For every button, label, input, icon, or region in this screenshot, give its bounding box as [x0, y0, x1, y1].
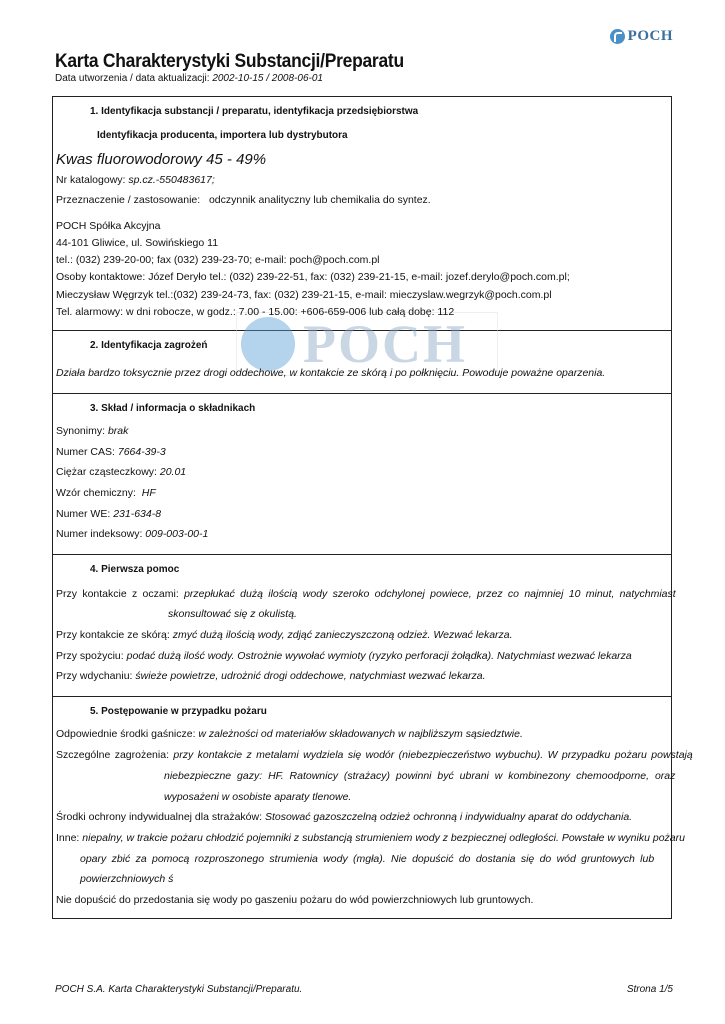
ingestion-value: podać dużą ilość wody. Ostrożnie wywołać wymioty (ryzyko perforacji żołądka). Natychmiast wezwać lekarza: [126, 650, 632, 662]
catalog-label: Nr katalogowy:: [56, 174, 126, 186]
skin-value: zmyć dużą ilością wody, zdjąć zanieczyszczoną odzież. Wezwać lekarza.: [172, 629, 513, 641]
footer-page-number: Strona 1/5: [626, 984, 673, 995]
section-divider: [52, 393, 672, 394]
row-value: brak: [107, 425, 129, 437]
hazard-statement: Działa bardzo toksycznie przez drogi oddechowe, w kontakcie ze skórą i po połknięciu. Powoduje poważne oparzenia.: [56, 367, 606, 379]
company-line: POCH Spółka Akcyjna: [56, 220, 161, 232]
inhalation-label: Przy wdychaniu:: [56, 670, 133, 682]
inhalation-value: świeże powietrze, udrożnić drogi oddechowe, natychmiast wezwać lekarza.: [135, 670, 486, 682]
composition-row: [56, 486, 156, 500]
hazards-value: przy kontakcie z metalami wydziela się wodór (niebezpieczeństwo wybuchu). W przypadku pożaru powstają: [173, 749, 693, 761]
row-value: 7664-39-3: [117, 446, 166, 458]
purpose-line: [56, 193, 431, 207]
product-name: Kwas fluorowodorowy 45 - 49%: [56, 151, 267, 168]
row-label: Numer WE:: [56, 508, 111, 520]
first-aid-ingestion: [56, 649, 632, 663]
other-value: niepalny, w trakcie pożaru chłodzić pojemniki z substancją strumieniem wody z bezpiecznej odległości. Powstałe w wyniku pożaru: [82, 832, 685, 844]
agents-value: w zależności od materiałów składowanych w najbliższym sąsiedztwie.: [198, 728, 523, 740]
row-label: Numer indeksowy:: [56, 528, 143, 540]
other-value-cont: powierzchniowych ś: [80, 873, 174, 885]
page-title: Karta Charakterystyki Substancji/Preparatu: [55, 51, 404, 72]
company-line: Tel. alarmowy: w dni robocze, w godz.: 7.00 - 15.00: +606-659-006 lub całą dobę: 112: [56, 306, 455, 318]
extinguishing-agents: [56, 727, 523, 741]
date-label: Data utworzenia / data aktualizacji:: [55, 73, 210, 84]
first-aid-eyes: [56, 587, 676, 601]
eyes-value-cont: skonsultować się z okulistą.: [168, 608, 297, 620]
hazards-label: Szczególne zagrożenia:: [56, 749, 169, 761]
section-2-heading: 2. Identyfikacja zagrożeń: [90, 339, 208, 351]
company-line: Mieczysław Węgrzyk tel.:(032) 239-24-73, fax: (032) 239-21-15, e-mail: mieczyslaw.wegrzyk@poch.com.pl: [56, 289, 552, 301]
catalog-value: sp.cz.-550483617;: [128, 174, 215, 186]
row-value: 009-003-00-1: [145, 528, 209, 540]
watermark-text: POCH: [303, 314, 467, 374]
agents-label: Odpowiednie środki gaśnicze:: [56, 728, 196, 740]
first-aid-inhalation: [56, 669, 486, 683]
other-label: Inne:: [56, 832, 80, 844]
section-5-heading: 5. Postępowanie w przypadku pożaru: [90, 705, 267, 717]
poch-logo: [610, 28, 673, 45]
purpose-label: Przeznaczenie / zastosowanie:: [56, 194, 201, 206]
row-value: HF: [141, 487, 156, 499]
special-hazards: [56, 748, 693, 762]
section-3-heading: 3. Skład / informacja o składnikach: [90, 402, 256, 414]
eyes-value: przepłukać dużą ilością wody szeroko odchylonej powiece, przez co najmniej 10 minut, natychmiast: [184, 588, 676, 600]
poch-logo-icon: [610, 29, 625, 44]
composition-row: [56, 424, 128, 438]
composition-row: [56, 445, 166, 459]
section-divider: [52, 554, 672, 555]
section-1-heading: 1. Identyfikacja substancji / preparatu, identyfikacja przedsiębiorstwa: [90, 105, 419, 117]
watermark-logo-icon: [241, 317, 295, 371]
firefighter-ppe: [56, 810, 632, 824]
company-line: 44-101 Gliwice, ul. Sowińskiego 11: [56, 237, 219, 249]
company-line: Osoby kontaktowe: Józef Deryło tel.: (032) 239-22-51, fax: (032) 239-21-15, e-mail: jozef.derylo@poch.com.pl;: [56, 271, 570, 283]
first-aid-skin: [56, 628, 513, 642]
ppe-label: Środki ochrony indywidualnej dla strażaków:: [56, 811, 263, 823]
runoff-note: Nie dopuścić do przedostania się wody po gaszeniu pożaru do wód powierzchniowych lub gruntowych.: [56, 894, 534, 906]
hazards-value-cont: wyposażeni w osobiste aparaty tlenowe.: [164, 791, 352, 803]
other-info: [56, 831, 685, 845]
ingestion-label: Przy spożyciu:: [56, 650, 124, 662]
eyes-label: Przy kontakcie z oczami:: [56, 588, 179, 600]
date-value: 2002-10-15 / 2008-06-01: [212, 73, 323, 84]
row-label: Wzór chemiczny:: [56, 487, 136, 499]
purpose-value: odczynnik analityczny lub chemikalia do syntez.: [208, 194, 431, 206]
row-label: Ciężar cząsteczkowy:: [56, 466, 157, 478]
row-value: 20.01: [159, 466, 187, 478]
other-value-cont: opary zbić za pomocą rozproszonego strumienia wody (mgła). Nie dopuścić do dostania się do wód gruntowych lub: [80, 853, 655, 865]
composition-row: [56, 465, 186, 479]
hazards-value-cont: niebezpieczne gazy: HF. Ratownicy (strażacy) powinni być ubrani w kombinezony chemoodporne, oraz: [164, 770, 676, 782]
section-1-subheading: Identyfikacja producenta, importera lub dystrybutora: [97, 129, 348, 141]
row-label: Synonimy:: [56, 425, 106, 437]
ppe-value: Stosować gazoszczelną odzież ochronną i indywidualny aparat do oddychania.: [264, 811, 633, 823]
section-4-heading: 4. Pierwsza pomoc: [90, 563, 180, 575]
date-line: [55, 73, 323, 84]
skin-label: Przy kontakcie ze skórą:: [56, 629, 170, 641]
company-line: tel.: (032) 239-20-00; fax (032) 239-23-70; e-mail: poch@poch.com.pl: [56, 254, 380, 266]
row-value: 231-634-8: [113, 508, 162, 520]
row-label: Numer CAS:: [56, 446, 115, 458]
logo-text: POCH: [627, 28, 673, 44]
section-divider: [52, 696, 672, 697]
footer-doc-name: POCH S.A. Karta Charakterystyki Substancji/Preparatu.: [55, 984, 303, 995]
composition-row: [56, 507, 161, 521]
composition-row: [56, 527, 208, 541]
catalog-line: [56, 173, 215, 187]
